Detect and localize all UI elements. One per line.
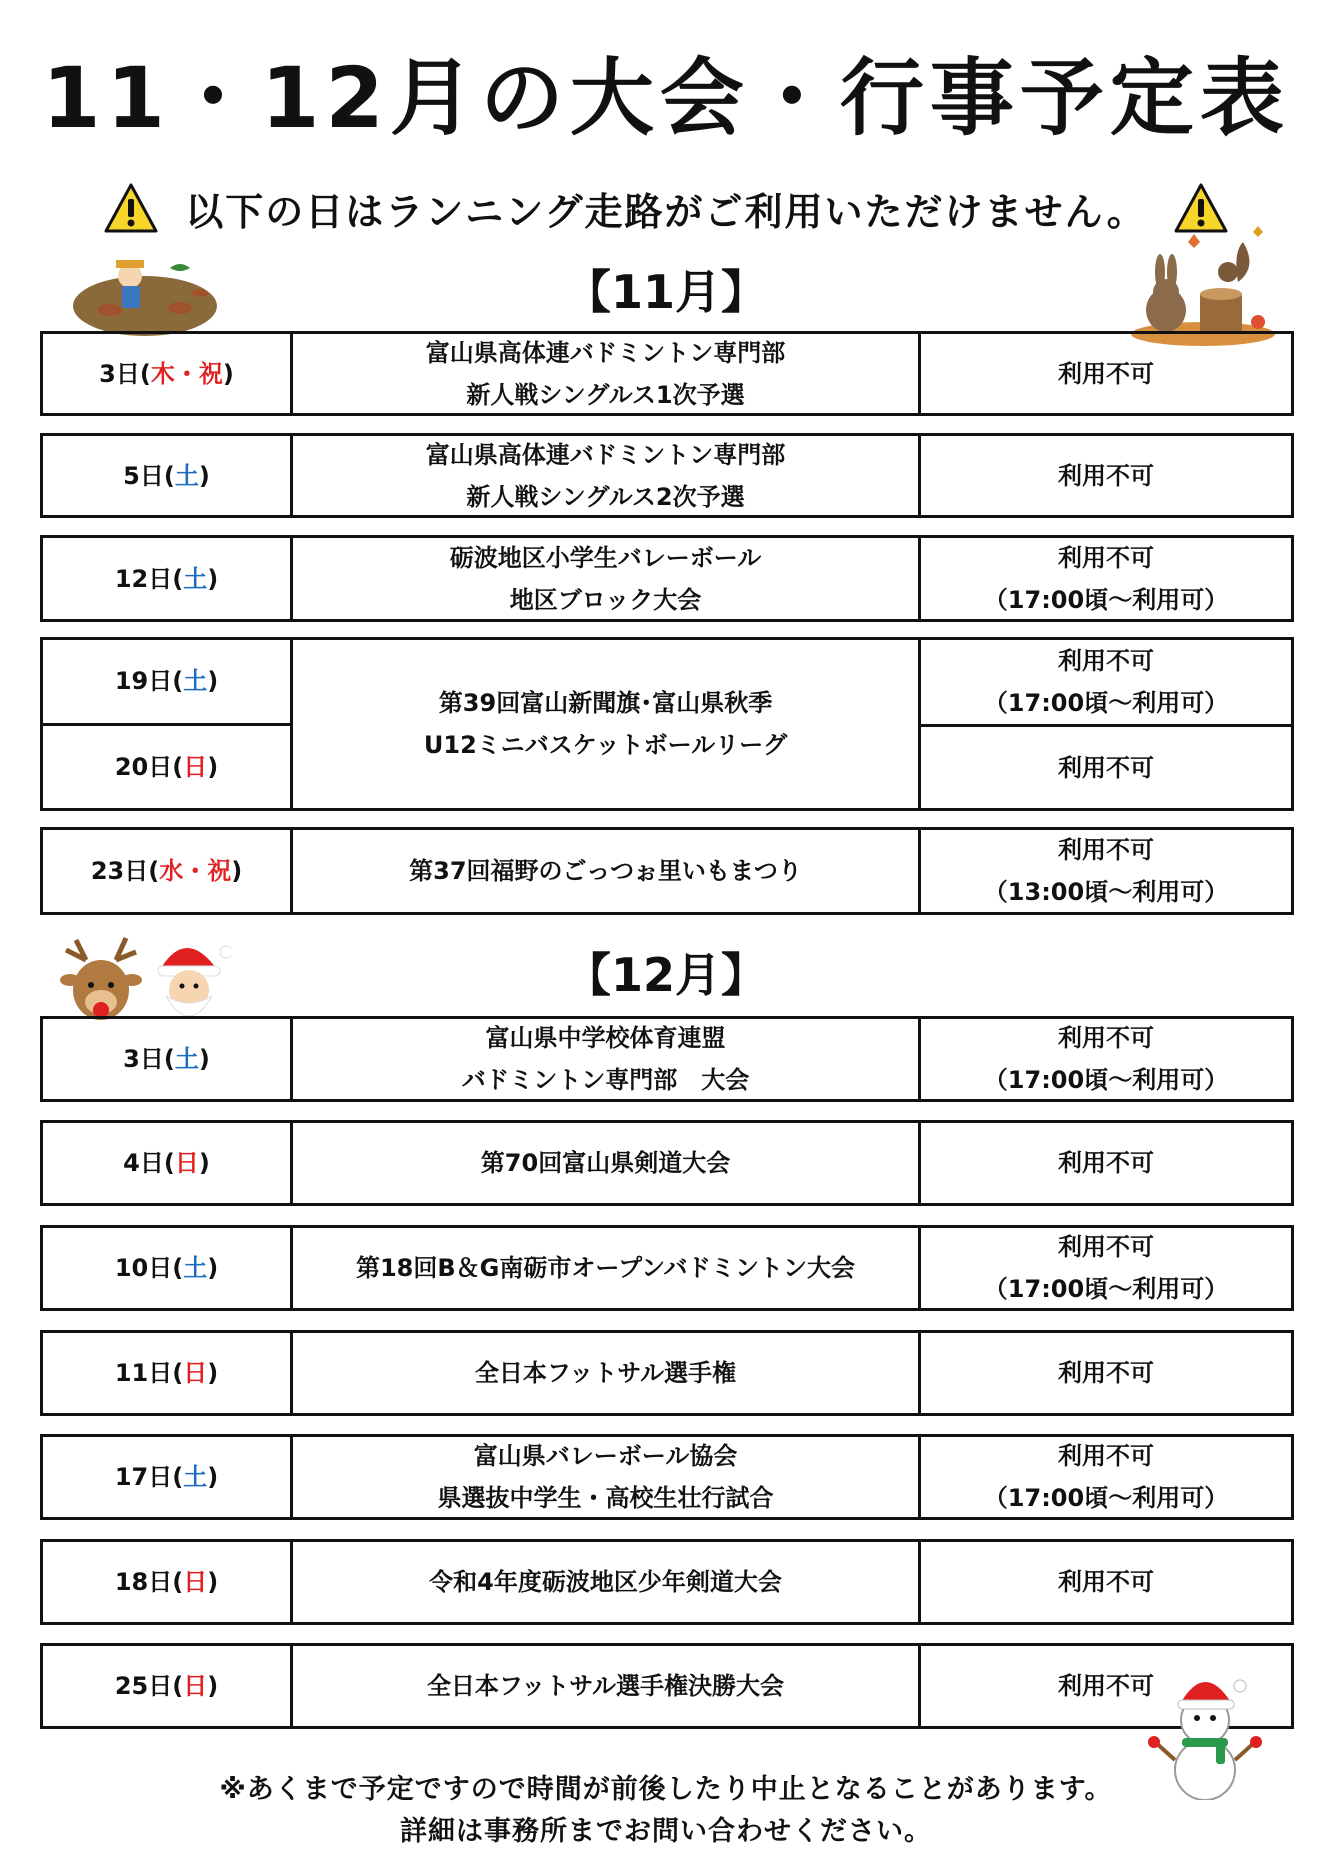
table-row [40, 1330, 1294, 1416]
date-cell: 10日(土) [43, 1228, 293, 1308]
day-of-week: 木・祝 [150, 359, 223, 388]
event-cell: 富山県バレーボール協会 県選抜中学生・高校生壮行試合 [293, 1437, 921, 1517]
date-cell: 11日(日) [43, 1333, 293, 1413]
table-row [40, 1643, 1294, 1729]
table-row [40, 535, 1294, 622]
event-cell: 富山県高体連バドミントン専門部 新人戦シングルス1次予選 [293, 334, 921, 413]
event-cell: 令和4年度砺波地区少年剣道大会 [293, 1542, 921, 1622]
date-cell: 12日(土) [43, 538, 293, 619]
autumn-animals-illustration [1128, 222, 1278, 347]
event-cell: 富山県中学校体育連盟 バドミントン専門部 大会 [293, 1019, 921, 1099]
day-of-week: 土 [183, 564, 208, 593]
date-cell: 3日(木・祝) [43, 334, 293, 413]
event-cell: 第39回富山新聞旗･富山県秋季 U12ミニバスケットボールリーグ [293, 640, 921, 808]
date-cell: 19日 ( 土 ) 20日 ( 日 ) [43, 640, 293, 808]
day-of-week: 土 [183, 667, 208, 696]
november-heading: 【11月】 [564, 265, 767, 319]
table-row [40, 1434, 1294, 1520]
table-row [40, 1016, 1294, 1102]
event-cell: 第18回B＆G南砺市オープンバドミントン大会 [293, 1228, 921, 1308]
notice-text: 以下の日はランニング走路がご利用いただけません。 [185, 189, 1147, 234]
day-of-week: 日 [183, 1359, 208, 1387]
event-cell: 富山県高体連バドミントン専門部 新人戦シングルス2次予選 [293, 436, 921, 515]
day-of-week: 水・祝 [159, 857, 232, 885]
date-cell: 18日(日) [43, 1542, 293, 1622]
status-cell: 利用不可 [1058, 1672, 1154, 1700]
footer-note: ※あくまで予定ですので時間が前後したり中止となることがあります。 [219, 1774, 1113, 1805]
status-cell: 利用不可 （17:00頃～利用可） [983, 1024, 1229, 1094]
status-cell: 利用不可 （17:00頃～利用可） [983, 1442, 1229, 1512]
warning-icon [103, 182, 159, 234]
date-cell: 5日(土) [43, 436, 293, 515]
table-row [40, 1225, 1294, 1311]
status-cell: 利用不可 （17:00頃～利用可） [983, 543, 1229, 614]
day-of-week: 土 [183, 1463, 208, 1491]
status-cell: 利用不可 [1058, 1149, 1154, 1177]
day-of-week: 日 [183, 1568, 208, 1596]
date-cell: 3日(土) [43, 1019, 293, 1099]
table-row [40, 433, 1294, 518]
event-cell: 砺波地区小学生バレーボール 地区ブロック大会 [293, 538, 921, 619]
day-of-week: 土 [183, 1254, 208, 1282]
status-cell: 利用不可 [1058, 1359, 1154, 1387]
day-of-week: 土 [174, 1045, 199, 1073]
status-cell: 利用不可 （17:00頃～利用可） [983, 1233, 1229, 1303]
date-cell: 23日(水・祝) [43, 830, 293, 912]
status-cell: 利用不可 （13:00頃～利用可） [983, 836, 1229, 906]
december-heading: 【12月】 [564, 948, 767, 1002]
reindeer-santa-illustration [46, 930, 231, 1030]
event-cell: 全日本フットサル選手権 [293, 1333, 921, 1413]
date-cell: 4日(日) [43, 1123, 293, 1203]
table-row [40, 1120, 1294, 1206]
event-cell: 第37回福野のごっつぉ里いもまつり [293, 830, 921, 912]
day-of-week: 日 [183, 1672, 208, 1700]
day-of-week: 日 [174, 1149, 199, 1177]
date-cell: 25日(日) [43, 1646, 293, 1726]
table-row [40, 827, 1294, 915]
event-cell: 全日本フットサル選手権決勝大会 [293, 1646, 921, 1726]
event-cell: 第70回富山県剣道大会 [293, 1123, 921, 1203]
status-cell: 利用不可 [1058, 359, 1154, 388]
table-row [40, 1539, 1294, 1625]
table-row-merged [40, 637, 1294, 811]
status-cell: 利用不可 （17:00頃～利用可） 利用不可 [921, 640, 1291, 808]
footer-contact: 詳細は事務所までお問い合わせください。 [400, 1816, 932, 1847]
status-cell: 利用不可 [1058, 1568, 1154, 1596]
potato-farmer-illustration [70, 248, 220, 338]
status-cell: 利用不可 [1058, 461, 1154, 490]
page-title: 11・12月の大会・行事予定表 [42, 49, 1290, 147]
day-of-week: 土 [174, 461, 199, 490]
day-of-week: 日 [183, 752, 208, 781]
table-row [40, 331, 1294, 416]
date-cell: 17日(土) [43, 1437, 293, 1517]
